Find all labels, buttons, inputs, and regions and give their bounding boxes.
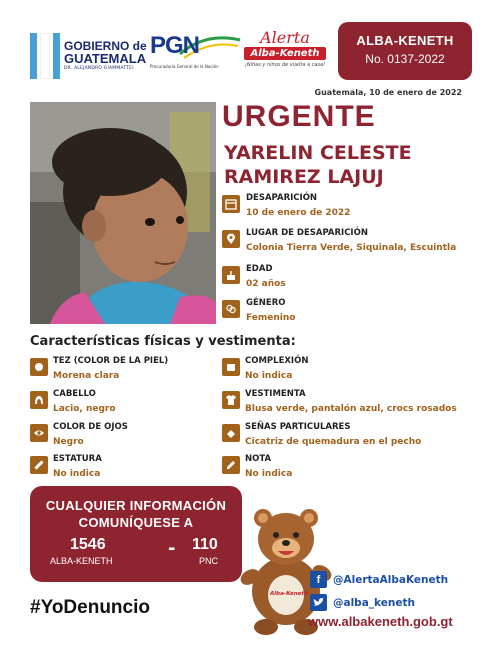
missing-child-photo — [30, 102, 216, 324]
facebook-link[interactable] — [310, 571, 448, 588]
gov-line1: GOBIERNO de — [64, 39, 147, 53]
hand-icon — [222, 424, 240, 442]
ruler-icon — [30, 456, 48, 474]
phone-pnc[interactable]: 110 — [192, 536, 218, 553]
estatura-value: No indica — [53, 469, 101, 479]
hair-icon — [30, 391, 48, 409]
twitter-icon — [310, 594, 327, 611]
contact-box — [30, 486, 242, 582]
phone-alba-keneth[interactable]: 1546 — [70, 536, 106, 553]
contact-line2: COMUNÍQUESE A — [78, 515, 194, 530]
shirt-icon — [222, 391, 240, 409]
contact-numbers — [30, 536, 242, 576]
phone-separator: - — [168, 538, 176, 559]
issue-date: Guatemala, 10 de enero de 2022 — [314, 88, 462, 97]
body-icon — [222, 358, 240, 376]
bear-badge-text: Alba-Keneth — [270, 591, 308, 597]
map-pin-icon — [222, 230, 240, 248]
badge-title: ALBA-KENETH — [356, 33, 454, 48]
gov-line2: GUATEMALA — [64, 51, 147, 66]
cabello-label: CABELLO — [53, 389, 96, 399]
government-logo — [64, 40, 147, 72]
gov-line3: DR. ALEJANDRO GIAMMATTEI — [64, 66, 134, 71]
tez-label: TEZ (COLOR DE LA PIEL) — [53, 356, 169, 366]
twitter-link[interactable] — [310, 594, 415, 611]
genero-value: Femenino — [246, 313, 296, 323]
guatemala-flag-icon — [30, 33, 60, 79]
cabello-value: Lacio, negro — [53, 404, 116, 414]
phone-pnc-label: PNC — [199, 556, 219, 566]
phone-alba-keneth-label: ALBA-KENETH — [50, 556, 113, 566]
edad-label: EDAD — [246, 264, 273, 274]
urgent-heading: URGENTE — [222, 100, 376, 133]
pgn-logo-text: PGN — [150, 32, 200, 59]
tez-value: Morena clara — [53, 371, 120, 381]
alerta-line2: Alba-Keneth — [244, 47, 326, 60]
twitter-handle[interactable]: @alba_keneth — [333, 596, 415, 609]
alerta-logo — [244, 30, 326, 68]
senas-value: Cicatriz de quemadura en el pecho — [245, 437, 422, 447]
vestimenta-label: VESTIMENTA — [245, 389, 306, 399]
characteristics-heading: Características físicas y vestimenta: — [30, 334, 296, 349]
nota-label: NOTA — [245, 454, 272, 464]
vestimenta-value: Blusa verde, pantalón azul, crocs rosados — [245, 404, 457, 414]
complexion-label: COMPLEXIÓN — [245, 356, 309, 366]
ojos-label: COLOR DE OJOS — [53, 422, 128, 432]
face-icon — [30, 358, 48, 376]
eye-icon — [30, 424, 48, 442]
edad-value: 02 años — [246, 279, 286, 289]
facebook-handle[interactable]: @AlertaAlbaKeneth — [333, 573, 449, 586]
contact-text — [30, 497, 242, 531]
nota-value: No indica — [245, 469, 293, 479]
genero-label: GÉNERO — [246, 298, 286, 308]
gender-icon — [222, 300, 240, 318]
estatura-label: ESTATURA — [53, 454, 102, 464]
ojos-value: Negro — [53, 437, 84, 447]
cake-icon — [222, 266, 240, 284]
child-name-line1: YARELIN CELESTE — [224, 142, 412, 164]
hashtag: #YoDenuncio — [30, 597, 150, 618]
child-name — [224, 141, 412, 189]
facebook-icon: f — [310, 571, 327, 588]
website-link[interactable]: www.albakeneth.gob.gt — [308, 614, 453, 629]
calendar-icon — [222, 195, 240, 213]
badge-number: No. 0137-2022 — [365, 52, 445, 66]
contact-line1: CUALQUIER INFORMACIÓN — [45, 498, 227, 513]
lugar-value: Colonia Tierra Verde, Siquinala, Escuintla — [246, 243, 457, 253]
lugar-label: LUGAR DE DESAPARICIÓN — [246, 228, 368, 238]
alert-number-badge — [338, 22, 472, 80]
alerta-tagline: ¡Niñas y niños de vuelta a casa! — [244, 62, 326, 68]
desaparicion-value: 10 de enero de 2022 — [246, 208, 351, 218]
pgn-logo — [150, 30, 242, 78]
child-name-line2: RAMIREZ LAJUJ — [224, 166, 384, 188]
pgn-subtitle: Procuraduría General de la Nación — [150, 64, 219, 69]
alerta-line1: Alerta — [260, 28, 310, 47]
senas-label: SEÑAS PARTICULARES — [245, 422, 351, 432]
note-icon — [222, 456, 240, 474]
desaparicion-label: DESAPARICIÓN — [246, 193, 318, 203]
complexion-value: No indica — [245, 371, 293, 381]
